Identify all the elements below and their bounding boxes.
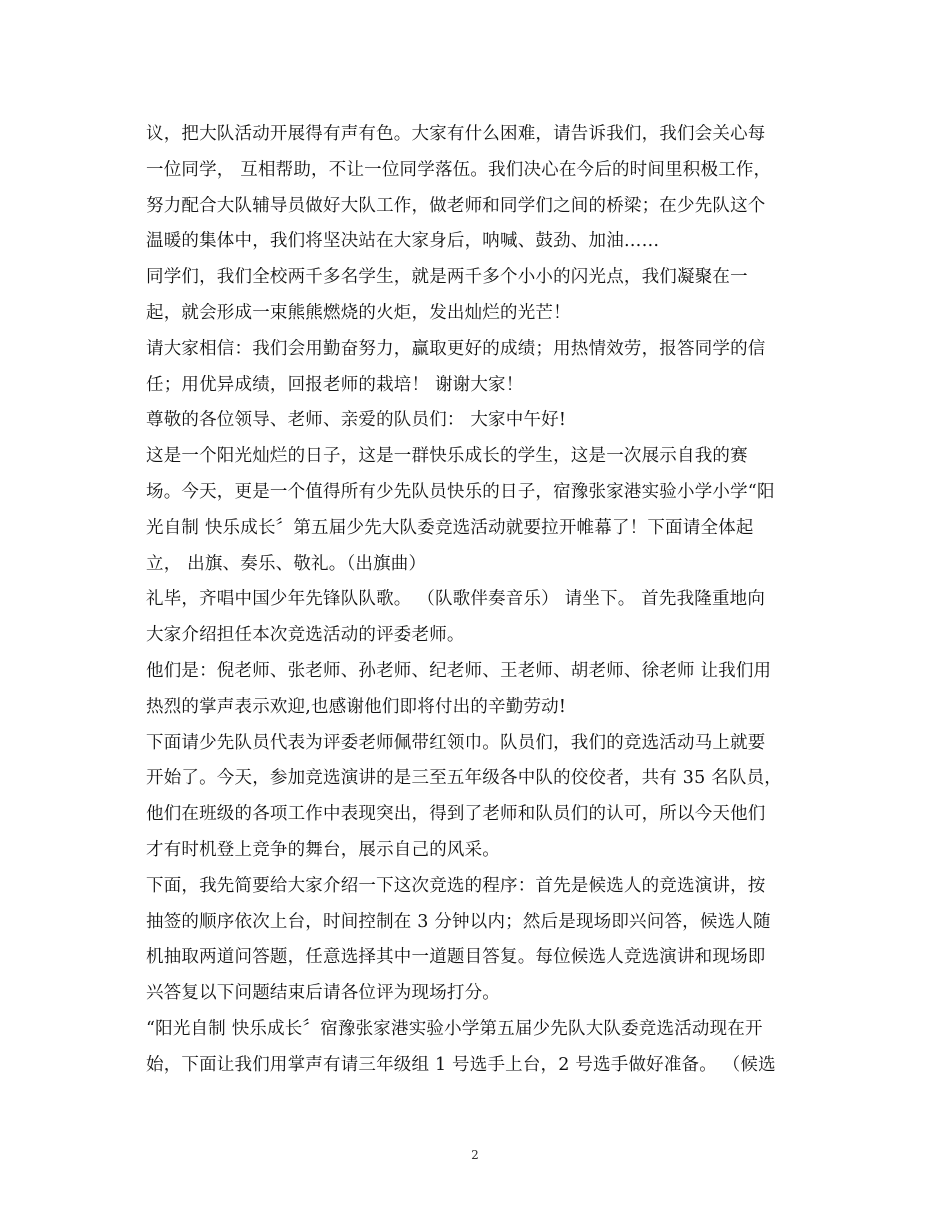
text-line: 努力配合大队辅导员做好大队工作，做老师和同学们之间的桥梁；在少先队这个 [146,195,766,216]
text-line: 任；用优异成绩，回报老师的栽培！ 谢谢大家！ [146,374,524,395]
text-line: 一位同学， 互相帮助，不让一位同学落伍。我们决心在今后的时间里积极工作， [146,159,772,180]
text-line: 开始了。今天，参加竞选演讲的是三至五年级各中队的佼佼者，共有 35 名队员， [146,768,782,789]
text-line: “阳光自制 快乐成长〞宿豫张家港实验小学第五届少先队大队委竞选活动现在开 [146,1018,763,1039]
text-line: 请大家相信：我们会用勤奋努力，赢取更好的成绩；用热情效劳，报答同学的信 [146,338,766,359]
text-line: 下面，我先简要给大家介绍一下这次竞选的程序：首先是候选人的竞选演讲，按 [146,875,766,896]
text-line: 下面请少先队员代表为评委老师佩带红领巾。队员们，我们的竞选活动马上就要 [146,732,766,753]
text-line: 起，就会形成一束熊熊燃烧的火炬，发出灿烂的光芒！ [146,302,571,323]
page-number: 2 [471,1148,479,1162]
text-line: 他们在班级的各项工作中表现突出，得到了老师和队员们的认可，所以今天他们 [146,804,766,825]
text-line: 机抽取两道问答题，任意选择其中一道题目答复。每位候选人竞选演讲和现场即 [146,947,766,968]
text-line: 议，把大队活动开展得有声有色。大家有什么困难，请告诉我们，我们会关心每 [146,124,766,144]
text-line: 尊敬的各位领导、老师、亲爱的队员们： 大家中午好! [146,410,567,431]
text-line: 同学们，我们全校两千多名学生，就是两千多个小小的闪光点，我们凝聚在一 [146,267,748,288]
text-line: 立， 出旗、奏乐、敬礼。（出旗曲） [146,553,427,574]
text-line: 始，下面让我们用掌声有请三年级组 1 号选手上台，2 号选手做好准备。 （候选 [146,1054,776,1075]
text-line: 礼毕，齐唱中国少年先锋队队歌。 （队歌伴奏音乐） 请坐下。 首先我隆重地向 [146,589,766,610]
text-line: 才有时机登上竞争的舞台，展示自己的风采。 [146,839,500,860]
text-line: 大家介绍担任本次竞选活动的评委老师。 [146,625,465,646]
text-line: 他们是：倪老师、张老师、孙老师、纪老师、王老师、胡老师、徐老师 让我们用 [146,660,772,681]
text-line: 这是一个阳光灿烂的日子，这是一群快乐成长的学生，这是一次展示自我的赛 [146,446,748,467]
text-line: 场。今天，更是一个值得所有少先队员快乐的日子，宿豫张家港实验小学小学“阳 [146,481,775,502]
text-line: 温暖的集体中，我们将坚决站在大家身后，呐喊、鼓劲、加油…… [146,231,660,252]
document-body [146,117,806,1084]
text-line: 热烈的掌声表示欢迎,也感谢他们即将付出的辛勤劳动! [146,696,567,717]
text-line: 光自制 快乐成长〞第五届少先大队委竞选活动就要拉开帷幕了！下面请全体起 [146,517,754,538]
text-line: 抽签的顺序依次上台，时间控制在 3 分钟以内；然后是现场即兴问答，候选人随 [146,911,771,932]
text-line: 兴答复以下问题结束后请各位评为现场打分。 [146,983,500,1004]
